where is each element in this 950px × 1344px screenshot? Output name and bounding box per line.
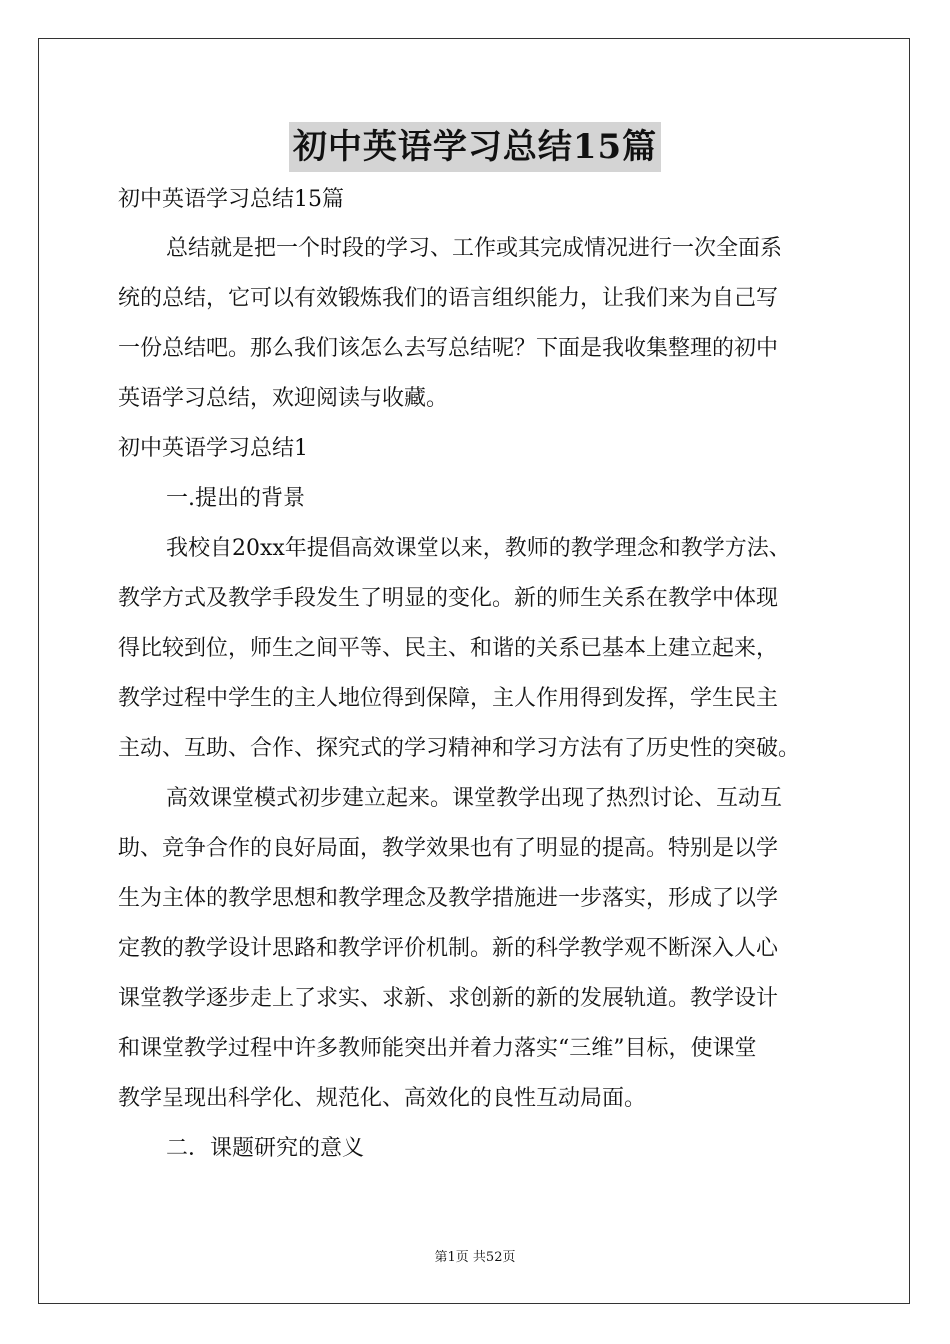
paragraph-line: 教学呈现出科学化、规范化、高效化的良性互动局面。	[118, 1086, 647, 1111]
paragraph-line: 一份总结吧。那么我们该怎么去写总结呢？下面是我收集整理的初中	[118, 336, 779, 361]
paragraph-line: 教学过程中学生的主人地位得到保障，主人作用得到发挥，学生民主	[118, 686, 779, 711]
paragraph-line: 教学方式及教学手段发生了明显的变化。新的师生关系在教学中体现	[118, 586, 779, 611]
paragraph-line: 主动、互助、合作、探究式的学习精神和学习方法有了历史性的突破。	[118, 736, 801, 761]
document-title-wrap	[0, 122, 950, 172]
document-title: 初中英语学习总结15篇	[289, 122, 661, 172]
paragraph-line: 和课堂教学过程中许多教师能突出并着力落实“三维”目标，使课堂	[118, 1036, 757, 1061]
paragraph-line: 高效课堂模式初步建立起来。课堂教学出现了热烈讨论、互动互	[166, 786, 783, 811]
paragraph-line: 课堂教学逐步走上了求实、求新、求创新的新的发展轨道。教学设计	[118, 986, 779, 1011]
section-heading: 初中英语学习总结1	[118, 436, 308, 461]
paragraph-line: 助、竞争合作的良好局面，教学效果也有了明显的提高。特别是以学	[118, 836, 779, 861]
paragraph-line: 得比较到位，师生之间平等、民主、和谐的关系已基本上建立起来，	[118, 636, 779, 661]
subsection-heading: 一.提出的背景	[166, 486, 305, 511]
subsection-heading: 二．课题研究的意义	[166, 1136, 365, 1161]
paragraph-line: 总结就是把一个时段的学习、工作或其完成情况进行一次全面系	[166, 236, 783, 261]
subtitle-line: 初中英语学习总结15篇	[118, 187, 344, 212]
paragraph-line: 生为主体的教学思想和教学理念及教学措施进一步落实，形成了以学	[118, 886, 779, 911]
paragraph-line: 统的总结，它可以有效锻炼我们的语言组织能力，让我们来为自己写	[118, 286, 779, 311]
paragraph-line: 定教的教学设计思路和教学评价机制。新的科学教学观不断深入人心	[118, 936, 779, 961]
paragraph-line: 英语学习总结，欢迎阅读与收藏。	[118, 386, 449, 411]
page-border	[38, 38, 910, 1304]
paragraph-line: 我校自20xx年提倡高效课堂以来，教师的教学理念和教学方法、	[166, 536, 791, 561]
page-footer: 第1页 共52页	[434, 1250, 516, 1265]
